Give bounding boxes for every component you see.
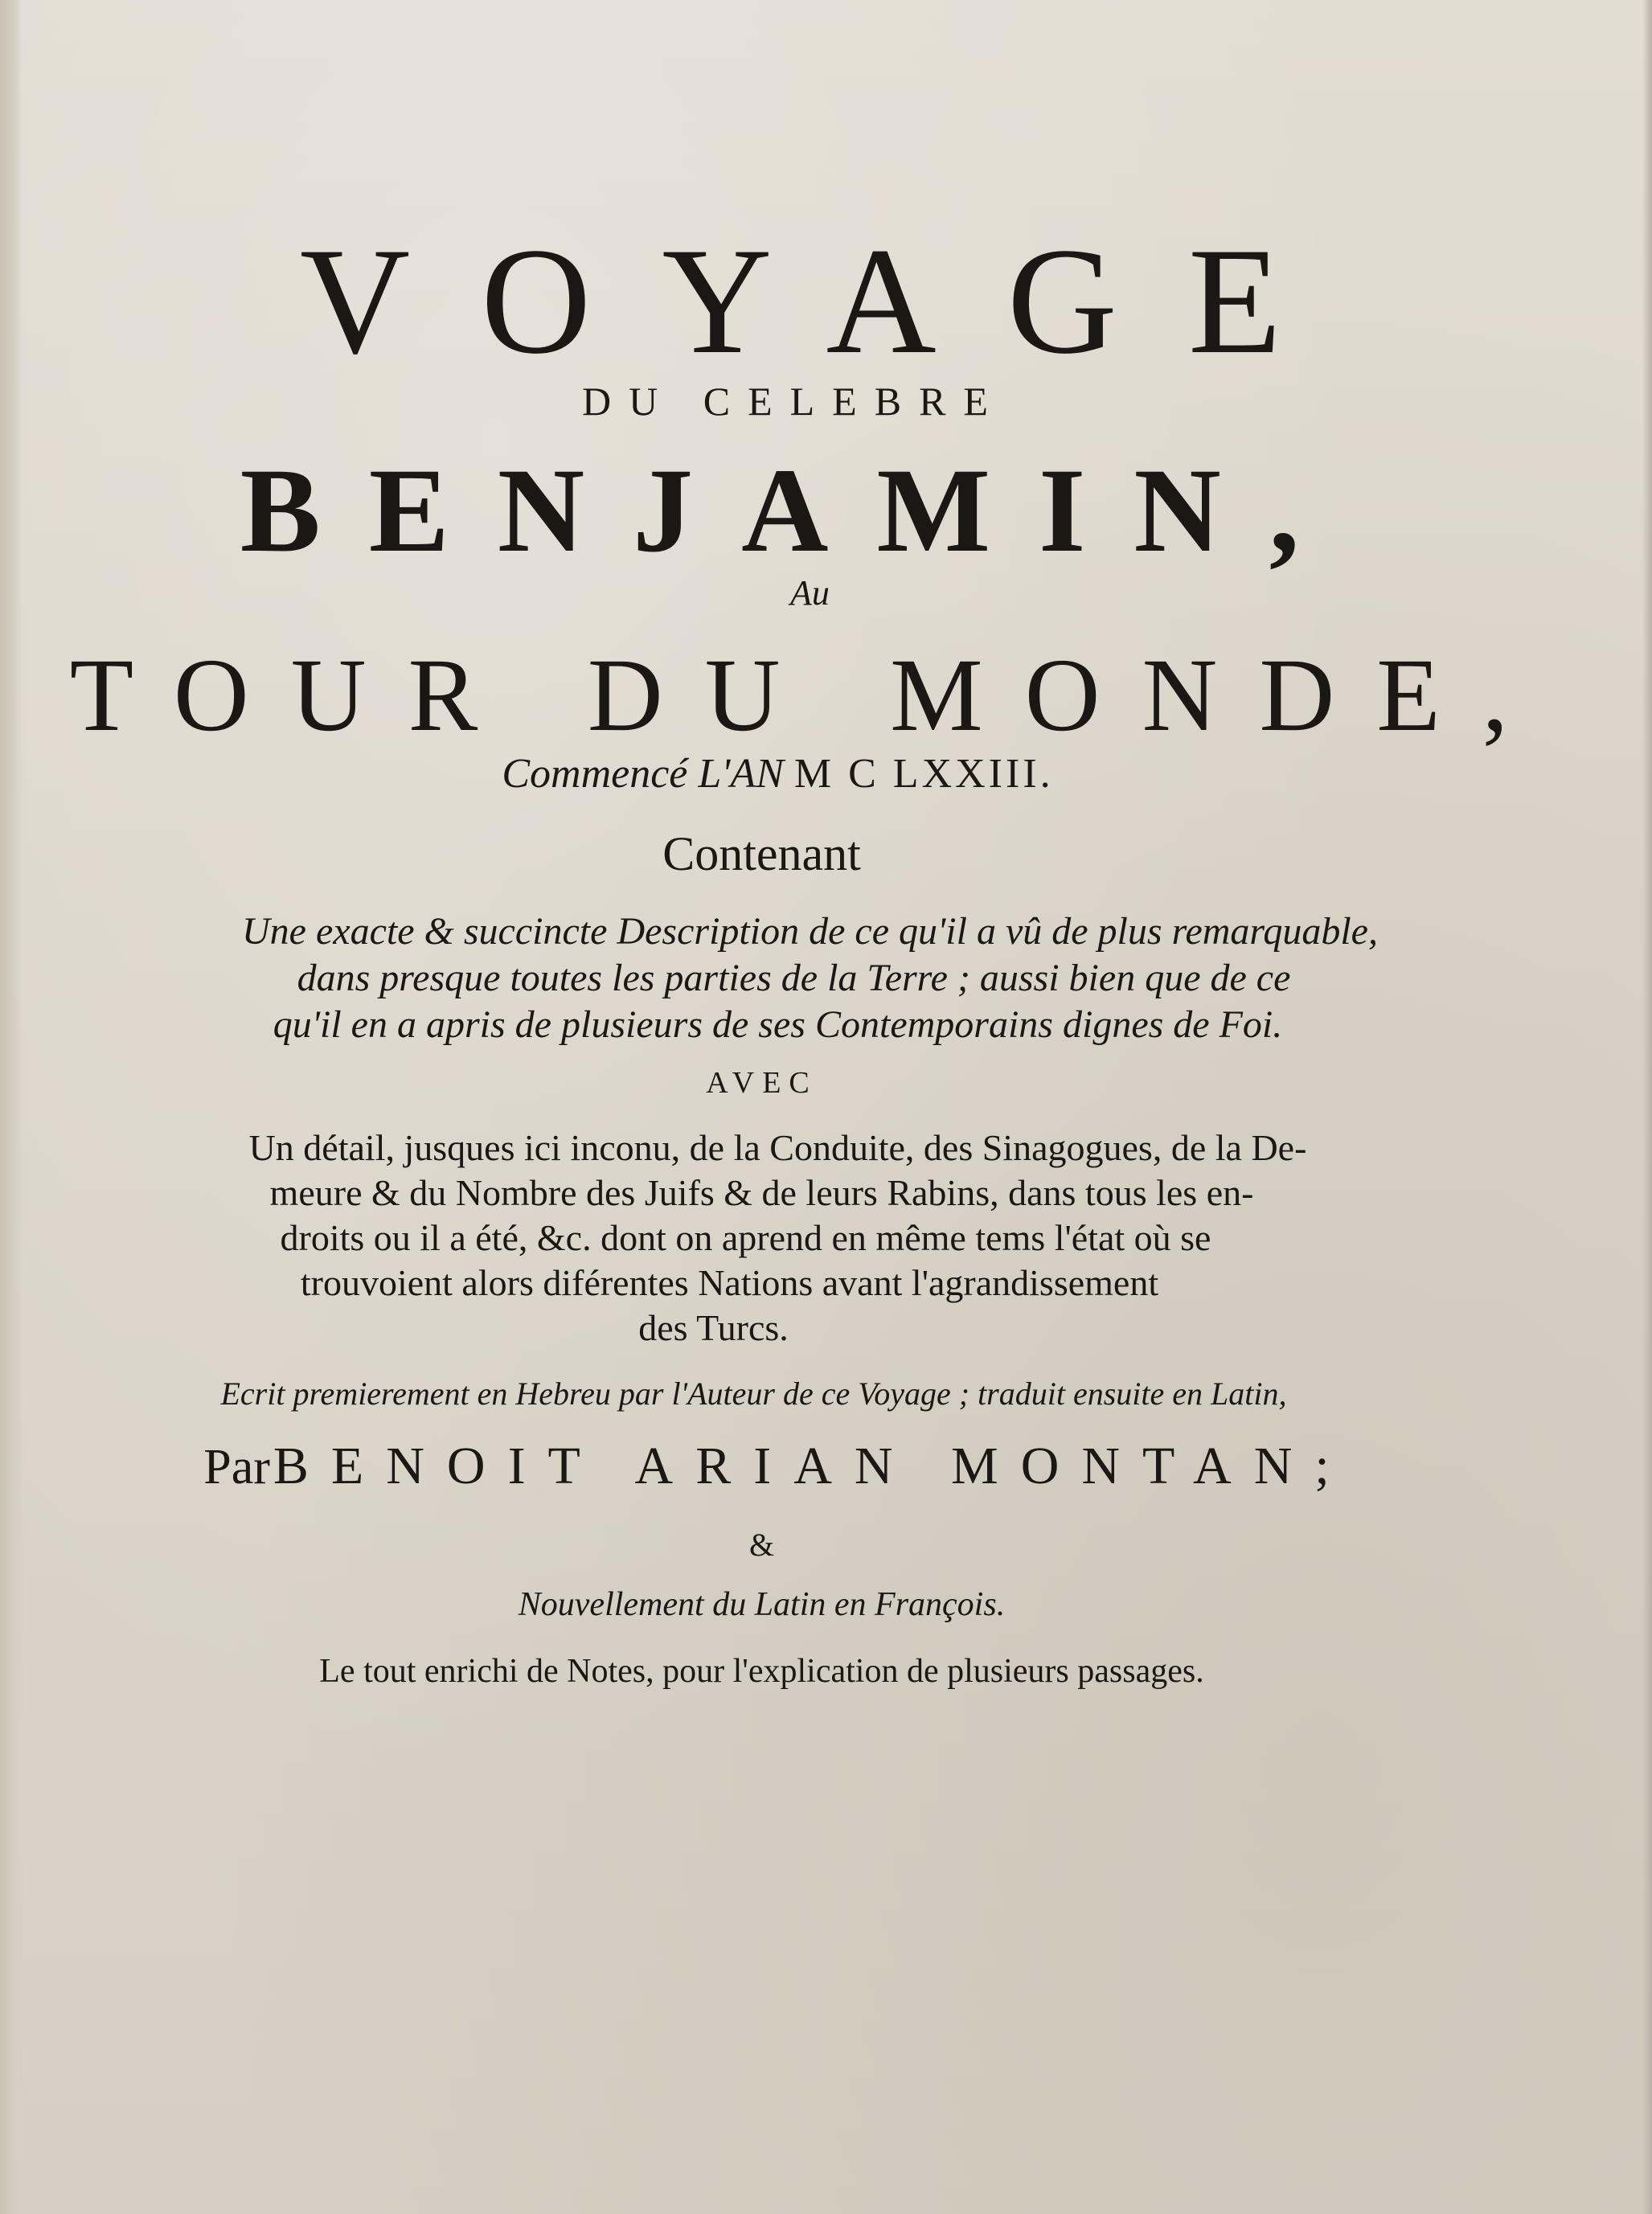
detail-line-3: droits ou il a été, &c. dont on aprend en même tems l'état où se <box>280 1217 1211 1258</box>
commence-label: Commencé L'AN <box>502 751 784 797</box>
detail-line-5: des Turcs. <box>638 1307 789 1348</box>
title-tour-du-monde: TOUR DU MONDE, <box>69 638 1551 753</box>
description-line-3: qu'il en a apris de plusieurs de ses Contemporains dignes de Foi. <box>273 1003 1283 1046</box>
contenant-heading: Contenant <box>662 827 861 880</box>
ecrit-line: Ecrit premierement en Hebreu par l'Auteur de ce Voyage ; traduit ensuite en Latin, <box>220 1376 1287 1412</box>
nouvellement-line: Nouvellement du Latin en François. <box>518 1586 1006 1623</box>
ampersand: & <box>748 1527 775 1563</box>
title-benjamin: BENJAMIN, <box>240 444 1348 577</box>
author-line <box>0 1439 1604 1496</box>
subtitle-du-celebre: DU CELEBRE <box>582 379 1006 424</box>
bleed-through-shadow <box>305 121 1351 225</box>
detail-line-4: trouvoient alors diférentes Nations avant l'agrandissement <box>300 1262 1159 1303</box>
enrichi-line: Le tout enrichi de Notes, pour l'explication de plusieurs passages. <box>319 1653 1204 1690</box>
detail-line-1: Un détail, jusques ici inconu, de la Conduite, des Sinagogues, de la De- <box>248 1127 1307 1168</box>
avec-heading: AVEC <box>706 1066 818 1100</box>
commence-year: M C LXXIII. <box>793 751 1054 797</box>
title-voyage: VOYAGE <box>299 217 1353 386</box>
connector-au: Au <box>790 573 830 613</box>
commence-line <box>0 750 1604 797</box>
description-line-1: Une exacte & succincte Description de ce qu'il a vû de plus remarquable, <box>242 910 1378 953</box>
detail-line-2: meure & du Nombre des Juifs & de leurs Rabins, dans tous les en- <box>269 1172 1254 1213</box>
par-label: Par <box>203 1440 270 1494</box>
description-line-2: dans presque toutes les parties de la Terre ; aussi bien que de ce <box>297 957 1291 999</box>
author-name: BENOIT ARIAN MONTAN; <box>273 1437 1352 1495</box>
